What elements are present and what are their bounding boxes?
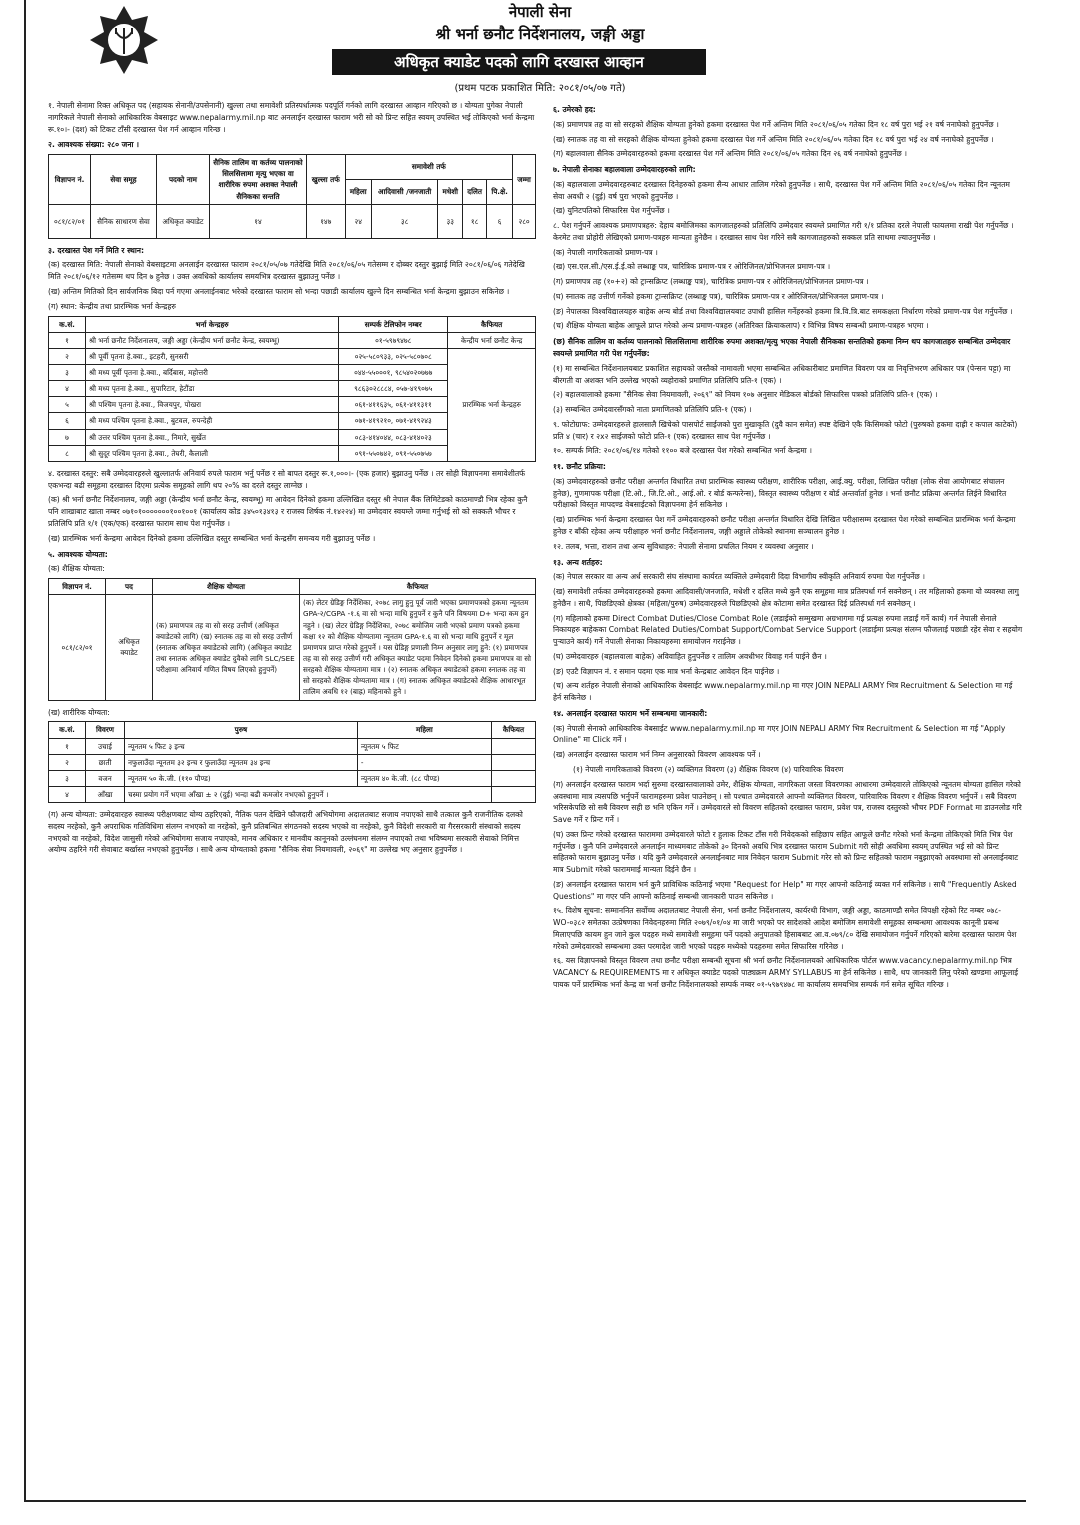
cell-male: नफुलाउँदा न्यूनतम ३२ इन्च र फुलाउँदा न्यूनतम ३४ इन्च xyxy=(125,754,358,770)
section-5c: (ग) अन्य योग्यता: उम्मेदवारहरु स्वास्थ्य परीक्षणबाट योग्य ठहरिएको, नैतिक पतन देखिने फौजदारी अभियोगमा अदालतबाट सजाय नपाएको साथै तत्काल कुनै राजनीतिक दलको सदस्य नरहेको, कुनै अपराधिक गतिविधिमा संलग्न नभएको वा नरहेको, कुनै प्रतिबन्धित संगठनको सदस्य भएको वा नरहेको, कुनै विदेशी सरकारी वा गैरसरकारी संस्थाको सदस्य नभएको वा नरहेको, विदेश जासुसी गरेको अभियोगमा सजाय नपाएको, मानव अधिकार र मानवीय कानूनको उल्लंघनमा संलग्न नपाएको तथा भविष्यमा सरकारी सेवाको निमित्त अयोग्य ठहरिने गरी सेवाबाट बर्खास्त नभएको हुनुपर्नेछ । साथै अन्य योग्यताको हकमा "सैनिक सेवा नियमावली, २०६९" मा उल्लेख भए अनुसार हुनुपर्नेछ । xyxy=(48,810,523,855)
table-row xyxy=(49,332,536,348)
cell-phone: ०८३-४१४०४४, ०८३-४१४०२३ xyxy=(339,429,448,445)
section-6: ६. उमेरको हद: xyxy=(553,105,596,114)
section-4a: (क) श्री भर्ना छनौट निर्देशनालय, जङ्गी अड्डा (केन्द्रीय भर्ना छनौट केन्द्र, स्वयम्भू) मा आवेदन दिनेको हकमा उल्लिखित दस्तुर श्री नेपाल बैंक लिमिटेडको काठमाण्डौ भित्र रहेका कुनै पनि शाखाबाट खाता नम्बर ०७१०१०००००००१००१००१ (कार्यालय कोड ३४५०१३४१३ र राजस्व शिर्षक नं.१४२२४) मा उम्मेदवार स्वयम्ले जम्मा गर्नुभई सो को सक्कलै भौचर र प्रतिलिपि प्रति १/१ (एक/एक) दरखास्त फाराम साथ पेश गर्नुपर्नेछ । xyxy=(48,495,528,528)
right-column xyxy=(553,100,1023,1495)
cell-women: २४ xyxy=(345,204,371,238)
cell-sn: २ xyxy=(49,754,86,770)
cell-center: श्री पूर्वी पृतना हे.क्वा., इटहरी, सुनसरी xyxy=(86,348,339,364)
th-remark: कैफियत xyxy=(491,722,535,738)
section-12: १२. तलब, भत्ता, राशन तथा अन्य सुविधाहरु: नेपाली सेनामा प्रचलित नियम र व्यवस्था अनुसार । xyxy=(553,541,814,551)
section-8ch: (च) शैक्षिक योग्यता बाहेक आफूले प्राप्त गरेको अन्य प्रमाण-पत्रहरु (अतिरिक्त क्रियाकलाप) र विभिन्न विषय सम्बन्धी प्रमाण-पत्रहरु भएमा । xyxy=(553,321,929,331)
th-inclusive: समावेशी तर्फ xyxy=(345,155,513,180)
th-pichhada: पि.क्षे. xyxy=(487,179,513,204)
cell-pichhada: ६ xyxy=(487,204,513,238)
section-8gh: (घ) स्नातक तह उत्तीर्ण गर्नेको हकमा ट्रान्सक्रिप्ट (लब्धाङ्क पत्र), चारित्रिक प्रमाण-पत्र र ओरिजिनल/प्रोभिजनल प्रमाण-पत्र । xyxy=(553,291,884,301)
table-row xyxy=(49,204,536,238)
army-title: नेपाली सेना xyxy=(508,3,572,21)
section-3c: (ग) स्थान: केन्द्रीय तथा प्रारम्भिक भर्ना केन्द्रहरु xyxy=(48,301,176,311)
physical-table xyxy=(48,721,536,803)
cell-male: चस्मा प्रयोग गर्ने भएमा आँखा ± २ (दुई) भन्दा बढी कमजोर नभएको हुनुपर्ने । xyxy=(125,787,492,803)
notice-banner: अधिकृत क्याडेट पदको लागि दरखास्त आव्हान xyxy=(332,49,706,75)
section-3a: (क) दरखास्त मिति: नेपाली सेनाको वेबसाइटमा अनलाईन दरखास्त फाराम २०८१/०५/०७ गतेदेखि मिति २०८१/०६/०५ गतेसम्म र दोब्बर दस्तुर बुझाई मिति २०८१/०६/०६ गतेदेखि मिति २०८१/०६/१२ गतेसम्म थप दिन ७ हुनेछ । उक्त अवधिको कार्यालय समयभित्र दरखास्त बुझाउनु पर्नेछ । xyxy=(48,260,525,282)
cell-sn: ८ xyxy=(49,445,86,461)
th-phone: सम्पर्क टेलिफोन नम्बर xyxy=(339,316,448,332)
section-3b: (ख) अन्तिम मितिको दिन सार्वजनिक बिदा पर्न गएमा अनलाईनबाट भरेको दरखास्त फाराम सो भन्दा पछाडी कार्यालय खुल्ने दिन सम्बन्धित भर्ना केन्द्रमा बुझाउन सकिनेछ । xyxy=(48,286,510,296)
cell-phone: ०१-५९७९४७८ xyxy=(339,332,448,348)
th-remark: कैफियत xyxy=(300,579,536,595)
cell-center: श्री मध्य पृतना हे.क्वा., सुपारिटार, हेटौंडा xyxy=(86,381,339,397)
cell-female: - xyxy=(357,754,491,770)
cell-sn: ३ xyxy=(49,364,86,380)
cell-center: श्री उत्तर पश्चिम पृतना हे.क्वा., निमारे, सुर्खेत xyxy=(86,429,339,445)
cell-male: न्यूनतम ५० के.जी. (११० पौण्ड) xyxy=(125,770,358,786)
cell-sn: ५ xyxy=(49,397,86,413)
section-1: १. नेपाली सेनामा रिक्त अधिकृत पद (सहायक सेनानी/उपसेनानी) खुल्ला तथा समावेशी प्रतिस्पर्धात्मक पदपूर्ति गर्नको लागि दरखास्त आव्हान गरिएको छ । योग्यता पुगेका नेपाली नागरिकले नेपाली सेनाको आधिकारिक वेबसाइट www.nepalarmy.mil.np बाट अनलाईन दरखास्त फाराम भरी सो को प्रिन्ट सहित स्वयम् उपस्थित भई तोकिएको भर्ना केन्द्रमा रू.१०।- (दश) को टिकट टाँसी दरखास्त पेश गर्न आव्हान गरिन्छ । xyxy=(48,101,535,134)
section-11: ११. छनौट प्रक्रिया: xyxy=(553,462,606,472)
cell-post: अधिकृत क्याडेट xyxy=(106,595,153,700)
table-row xyxy=(49,770,536,786)
cell-center: श्री सुदूर पश्चिम पृतना हे.क्वा., तेघरी, कैलाली xyxy=(86,445,339,461)
cell-desc: आँखा xyxy=(86,787,125,803)
cell-center: श्री मध्य पूर्वी पृतना हे.क्वा., बर्दिबास, महोत्तरी xyxy=(86,364,339,380)
th-total: जम्मा xyxy=(513,155,536,205)
section-13c: (ग) महिलाको हकमा Direct Combat Duties/Close Combat Role (लडाईको सम्मुखमा अग्रभागमा गई प्रत्यक्ष रुपमा लडाईं गर्ने कार्य) गर्न नेपाली सेनाले निकायहरु बाहेकका Combat Related Duties/Combat Support/Combat Service Support (लडाईमा प्रत्यक्ष संलग्न फौजलाई पछाडी रहेर सेवा र सहयोग पुऱ्याउने कार्य) गर्ने नेपाली सेनाका निकायहरुमा समायोजन गराईनेछ । xyxy=(553,613,1023,647)
th-dalit: दलित xyxy=(463,179,487,204)
directorate-title: श्री भर्ना छनौट निर्देशनालय, जङ्गी अड्डा xyxy=(435,25,645,43)
cell-total: २८० xyxy=(513,204,536,238)
centers-table xyxy=(48,316,536,462)
cell-remark xyxy=(491,770,535,786)
cell-sn: ४ xyxy=(49,787,86,803)
cell-vig: ०८१/८२/०१ xyxy=(49,595,106,700)
th-sn: क.सं. xyxy=(49,316,86,332)
th-post: पद xyxy=(106,579,153,595)
th-women: महिला xyxy=(345,179,371,204)
cell-sn: २ xyxy=(49,348,86,364)
table-row xyxy=(49,787,536,803)
section-11b: (ख) प्रारम्भिक भर्ना केन्द्रमा दरखास्त पेश गर्ने उम्मेदवारहरुको छनौट परीक्षा अन्तर्गत विधारित देखि लिखित परीक्षासम्म दरखास्त पेश गरेको सम्बन्धित प्रारम्भिक भर्ना केन्द्रमा हुनेछ र बाँकी रहेका अन्य परीक्षाहरु भर्ना छनौट निर्देशनालय, जङ्गी अड्डाले तोकेको स्थानमा सञ्चालन हुनेछ । xyxy=(553,515,1016,536)
section-8g: (ग) प्रमाणपत्र तह (१०+२) को ट्रान्सक्रिप्ट (लब्धाङ्क पत्र), चारित्रिक प्रमाण-पत्र र ओरिजिनल/प्रोभिजनल प्रमाण-पत्र । xyxy=(553,277,869,287)
cell-phone: ०७१-४१९२१०, ०७१-४१९२४३ xyxy=(339,413,448,429)
cell-center: श्री भर्ना छनौट निर्देशनालय, जङ्गी अड्डा (केन्द्रीय भर्ना छनौट केन्द्र, स्वयम्भू) xyxy=(86,332,339,348)
th-male: पुरुष xyxy=(125,722,358,738)
th-martyr: सैनिक तालिम वा कर्तव्य पालनाको सिलसिलामा मृत्यु भएका वा शारीरिक रुपमा अशक्त नेपाली सैनिकका सन्तति xyxy=(209,155,306,205)
cell-remark xyxy=(491,787,535,803)
th-qual: शैक्षिक योग्यता xyxy=(153,579,300,595)
section-11a: (क) उम्मेदवारहरुको छनौट परीक्षा अन्तर्गत विधारित तथा प्रारम्भिक स्वास्थ्य परीक्षण, शारीरिक परीक्षा, आई.क्यु. परीक्षा, लिखित परीक्षा (लोक सेवा आयोगबाट संचालन हुनेछ), गुणमापक परीक्षा (टि.ओ., जि.टि.ओ., आई.ओ. र बोर्ड कन्फरेन्स), विस्तृत स्वास्थ्य परीक्षण र बोर्ड अन्तर्वार्ता हुनेछ । भर्ना छनौट प्रक्रिया अन्तर्गत लिईने विधारित परीक्षाको विस्तृत मापदण्ड वेबसाईटको विज्ञापनमा हेर्न सकिनेछ । xyxy=(553,476,1007,510)
section-6b: (ख) स्नातक तह वा सो सरहको शैक्षिक योग्यता हुनेको हकमा दरखास्त पेश गर्ने अन्तिम मिति २०८१/०६/०५ गतेका दिन १८ वर्ष पुरा भई २४ वर्ष ननाघेको हुनुपर्नेछ । xyxy=(553,134,994,144)
header xyxy=(0,0,1080,100)
table-row xyxy=(49,738,536,754)
section-9: ९. फोटोग्राफ: उम्मेदवारहरुले हालसालै खिचेको पासपोर्ट साईजको पुरा मुखाकृति (दुवै कान समेत) स्पष्ट देखिने एकै किसिमको फोटो (पुरुषको हकमा दाह्री र कपाल काटेको) प्रति ४ (चार) र २x२ साईजको फोटो प्रति-१ (एक) दरखास्त साथ पेश गर्नुपर्नेछ । xyxy=(553,419,1018,441)
cell-open: १४७ xyxy=(306,204,345,238)
th-female: महिला xyxy=(357,722,491,738)
cell-sn: ३ xyxy=(49,770,86,786)
th-madhesi: मधेशी xyxy=(438,179,463,204)
th-open: खुल्ला तर्फ xyxy=(306,155,345,205)
cell-center: श्री मध्य पश्चिम पृतना हे.क्वा., बुटवल, रुपन्देही xyxy=(86,413,339,429)
th-group: सेवा समूह xyxy=(91,155,157,205)
section-5: ५. आवश्यक योग्यता: xyxy=(48,549,108,559)
cell-remark: प्रारम्भिक भर्ना केन्द्रहरु xyxy=(448,348,536,461)
cell-janajati: ३८ xyxy=(371,204,438,238)
th-sn: क.सं. xyxy=(49,722,86,738)
section-14a: (क) नेपाली सेनाको आधिकारिक वेबसाईट www.nepalarmy.mil.np मा गएर JOIN NEPALI ARMY भित्र Recruitment & Selection मा गई "Apply Online" मा Click गर्ने । xyxy=(553,723,1006,745)
section-13a: (क) नेपाल सरकार वा अन्य अर्ध सरकारी संघ संस्थामा कार्यरत व्यक्तिले उम्मेदवारी दिदा विभागीय स्वीकृति अनिवार्य रुपमा पेश गर्नुपर्नेछ । xyxy=(553,572,925,582)
th-remark: कैफियत xyxy=(448,316,536,332)
section-13b: (ख) समावेशी तर्फका उम्मेदवारहरुको हकमा आदिवासी/जनजाति, मधेशी र दलित मध्ये कुनै एक समूहमा मात्र प्रतिस्पर्धा गर्न सक्नेछन् । तर महिलाको हकमा यो व्यवस्था लागु हुनेछैन । साथै, पिछडिएको क्षेत्रका (महिला/पुरुष) उम्मेदवारहरुले पिछडिएको क्षेत्र कोटामा समेत दरखास्त दिई प्रतिस्पर्धा गर्न सक्नेछन् । xyxy=(553,587,1019,608)
section-8ng: (ङ) नेपालका विश्वविद्यालयहरु बाहेक अन्य बोर्ड तथा विश्वविद्यालयबाट उपाधी हासिल गर्नेहरुको हकमा त्रि.वि.त्रि.बाट समकक्षता निर्धारण गरेको प्रमाण-पत्र पेश गर्नुपर्नेछ । xyxy=(553,306,1013,316)
section-8kh: (ख) एस.एल.सी./एस.ई.ई.को लब्धाङ्क पत्र, चारित्रिक प्रमाण-पत्र र ओरिजिनल/प्रोभिजनल प्रमाण-पत्र । xyxy=(553,262,831,272)
cell-phone: ०९१-५५०७४२, ०९१-५५०७५७ xyxy=(339,445,448,461)
section-8c2: (२) बहालवालाको हकमा "सैनिक सेवा नियमावली, २०६९" को नियम १०७ अनुसार मेडिकल बोर्डको सिफारिस पत्रको प्रतिलिपि प्रति-१ (एक) । xyxy=(553,390,938,400)
cell-martyr: १४ xyxy=(209,204,306,238)
cell-sn: ४ xyxy=(49,381,86,397)
cell-group: सैनिक साधारण सेवा xyxy=(91,204,157,238)
cell-dalit: १८ xyxy=(463,204,487,238)
cell-post: अधिकृत क्याडेट xyxy=(156,204,209,238)
th-center: भर्ना केन्द्रहरु xyxy=(86,316,339,332)
section-8: ८. पेश गर्नुपर्ने आवश्यक प्रमाणपत्रहरु: देहाय बमोजिमका कागजातहरुको प्रतिलिपि उम्मेदवार स्वयम्ले प्रमाणित गरी १/१ प्रतिका दरले नेपाली फायलमा राखी पेश गर्नुपर्नेछ । केरमेट तथा प्रोहोरी लेखिएको प्रमाण-पत्रहरु मान्यता हुनेछैन । दरखास्त साथ पेश गरिने सबै कागजातहरुको सक्कल प्रति साथमा ल्याउनुपर्नेछ । xyxy=(553,221,1014,242)
section-6a: (क) प्रमाणपत्र तह वा सो सरहको शैक्षिक योग्यता हुनेको हकमा दरखास्त पेश गर्ने अन्तिम मिति २०८१/०६/०५ गतेका दिन १८ वर्ष पुरा भई २१ वर्ष ननाघेको हुनुपर्नेछ । xyxy=(553,119,999,129)
cell-sn: १ xyxy=(49,738,86,754)
cell-phone: ०२५-५८०९३३, ०२५-५८०७०८ xyxy=(339,348,448,364)
cell-remark xyxy=(491,738,535,754)
section-5a: (क) शैक्षिक योग्यता: xyxy=(48,564,105,574)
cell-remark xyxy=(491,754,535,770)
section-6c: (ग) बहालवाला सैनिक उम्मेदवारहरुको हकमा दरखास्त पेश गर्ने अन्तिम मिति २०८१/०६/०५ गतेका दिन २६ वर्ष ननाघेको हुनुपर्नेछ । xyxy=(553,149,908,159)
cell-female: न्यूनतम ४० के.जी. (८८ पौण्ड) xyxy=(357,770,491,786)
section-8c3: (३) सम्बन्धित उम्मेदवारसँगको नाता प्रमाणितको प्रतिलिपि प्रति-१ (एक) । xyxy=(553,405,752,415)
section-2: २. आवश्यक संख्या: २८० जना । xyxy=(48,140,140,150)
cell-female: न्यूनतम ५ फिट xyxy=(357,738,491,754)
section-10: १०. सम्पर्क मिति: २०८१/०६/१४ गतेको ११०० बजे दरखास्त पेश गरेको सम्बन्धित भर्ना केन्द्रमा । xyxy=(553,446,813,456)
cell-desc: उचाई xyxy=(86,738,125,754)
qualification-table xyxy=(48,578,536,701)
cell-sn: ७ xyxy=(49,429,86,445)
th-vig: विज्ञापन नं. xyxy=(49,579,106,595)
cell-phone: ९८६३०२८८८४, ०५७-४१९०७५ xyxy=(339,381,448,397)
cell-madhesi: ३३ xyxy=(438,204,463,238)
cell-desc: वजन xyxy=(86,770,125,786)
section-13e: (ङ) एउटै विज्ञापन नं. र समान पदमा एक मात्र भर्ना केन्द्रबाट आवेदन दिन पाईनेछ । xyxy=(553,666,780,676)
left-column xyxy=(48,100,536,1495)
section-14b-list: (१) नेपाली नागरिकताको विवरण (२) व्यक्तिगत विवरण (३) शैक्षिक विवरण (४) पारिवारिक विवरण xyxy=(573,764,844,774)
cell-phone: ०६१-४११६३५, ०६१-४११३११ xyxy=(339,397,448,413)
section-5b: (ख) शारीरिक योग्यता: xyxy=(48,707,110,717)
section-14: १४. अनलाईन दरखास्त फाराम भर्ने सम्बन्धमा जानकारी: xyxy=(553,708,708,718)
cell-sn: ६ xyxy=(49,413,86,429)
section-13f: (च) अन्य शर्तहरु नेपाली सेनाको आधिकारिक वेबसाईट www.nepalarmy.mil.np मा गएर JOIN NEPALI ARMY भित्र Recruitment & Selection मा गई हेर्न सकिनेछ । xyxy=(553,681,1013,703)
section-14c: (ग) अनलाईन दरखास्त फाराम भर्दा सुरुमा दरखास्तवालाको उमेर, शैक्षिक योग्यता, नागरिकता जस्ता विवरणका आधारमा उम्मेदवारले तोकिएको न्यूनतम योग्यता हासिल गरेको अवस्थामा मात्र त्यसपछि भर्नुपर्ने फारामहरुमा प्रवेश पाउनेछन् । सो पश्चात उम्मेदवारले आफ्नो व्यक्तिगत विवरण, पारिवारिक विवरण र शैक्षिक विवरण भर्नुपर्ने । सबै विवरण भरिसकेपछि सो सबै विवरण सही छ भनि एकिन गर्ने । उम्मेदवारले सो विवरण सहितको दरखास्त फाराम, प्रवेश पत्र, राजस्व दस्तुरको भौचर PDF Format मा डाउनलोड गरि Save गर्ने र प्रिन्ट गर्ने । xyxy=(553,779,1022,825)
th-janajati: आदिवासी /जनजाती xyxy=(371,179,438,204)
section-7b: (ख) युनिटपतिको सिफारिस पेश गर्नुपर्नेछ । xyxy=(553,206,670,216)
vacancy-table xyxy=(48,154,536,239)
section-16: १६. यस विज्ञापनको विस्तृत विवरण तथा छनौट परीक्षा सम्बन्धी सूचना श्री भर्ना छनौट निर्देशनालयको आधिकारिक पोर्टल www.vacancy.nepalarmy.mil.np भित्र VACANCY & REQUIREMENTS मा र अधिकृत क्याडेट पदको पाठ्यक्रम ARMY SYLLABUS मा हेर्न सकिनेछ । साथै, थप जानकारी लिनु परेको खण्डमा आफूलाई पायक पर्ने प्रारम्भिक भर्ना केन्द्र वा भर्ना छनौट निर्देशनालयको सम्पर्क नम्बर ०१-५९७९४७८ मा कार्यालय समयभित्र सम्पर्क गर्न समेत सूचित गरिन्छ । xyxy=(553,956,1018,989)
th-desc: विवरण xyxy=(86,722,125,738)
table-row xyxy=(49,595,536,700)
cell-desc: छाती xyxy=(86,754,125,770)
cell-vig: ०८१/८२/०१ xyxy=(49,204,91,238)
cell-remark: केन्द्रीय भर्ना छनौट केन्द्र xyxy=(448,332,536,348)
section-4: ४. दरखास्त दस्तुर: सबै उम्मेदवारहरुले खुल्लातर्फ अनिवार्य रुपले फाराम भर्नु पर्नेछ र सो बापत दस्तुर रू.१,०००।- (एक हजार) बुझाउनु पर्नेछ । तर सोही विज्ञापनमा समावेशीतर्फ एकभन्दा बढी समूहमा दरखास्त दिएमा प्रत्येक समूहको लागि थप २०% का दरले दस्तुर लाग्नेछ । xyxy=(48,468,526,490)
table-row xyxy=(49,754,536,770)
section-8c1: (१) मा सम्बन्धित निर्देशनालयबाट प्रकाशित सहायको जस्तैको नामावली भएमा सम्बन्धित अधिकारीबाट प्रमाणित विवरण पत्र वा निवृत्तिभरण अधिकार पत्र (पेन्सन पट्टा) मा बीरगती वा अशक्त भनि उल्लेख भएको व्यहोराको प्रमाणित प्रतिलिपि प्रति-१ (एक) । xyxy=(553,363,1011,385)
cell-male: न्यूनतम ५ फिट ३ इन्च xyxy=(125,738,358,754)
publication-date: (प्रथम पटक प्रकाशित मिति: २०८१/०५/०७ गते) xyxy=(454,83,626,94)
cell-phone: ०४४-५५०००१, ९८५४०२०७७७ xyxy=(339,364,448,380)
th-vig: विज्ञापन नं. xyxy=(49,155,91,205)
section-7: ७. नेपाली सेनाका बहालवाला उम्मेदवारहरुको लागि: xyxy=(553,165,696,175)
cell-remark: (क) लेटर ग्रेडिङ्ग निर्देशिका, २०७८ लागु हुनु पूर्व जारी भएका प्रमाणपत्रको हकमा न्यूनतम GPA-२/CGPA -१.६ वा सो भन्दा माथि हुनुपर्ने र कुनै पनि विषयमा D+ भन्दा कम हुन नहुने । (ख) लेटर ग्रेडिङ्ग निर्देशिका, २०७८ बमोजिम जारी भएको प्रमाण पत्रको हकमा कक्षा १२ को शैक्षिक योग्यतामा न्यूनतम GPA-१.६ वा सो भन्दा माथि हुनुपर्ने र मूल प्रमाणपत्र प्राप्त गरेको हुनुपर्ने । यस ग्रेडिङ्ग प्रणाली निम्न अनुसार लागु हुने: (१) प्रमाणपत्र तह वा सो सरह उत्तीर्ण गरी अधिकृत क्याडेट पदमा निवेदन दिनेको हकमा प्रमाणपत्र वा सो सरहको शैक्षिक योग्यतामा मात्र । (२) स्नातक अधिकृत क्याडेटको हकमा स्नातक तह वा सो सरहको शैक्षिक योग्यतामा मात्र । (ग) स्नातक अधिकृत क्याडेटको शैक्षिक आधारभूत तालिम अवधि १२ (बाह्र) महिनाको हुने । xyxy=(300,595,536,700)
section-13d: (घ) उम्मेदवारहरु (बहालवाला बाहेक) अविवाहित हुनुपर्नेछ र तालिम अवधीभर विवाह गर्न पाईने छैन । xyxy=(553,651,827,661)
table-row xyxy=(49,348,536,364)
section-4b: (ख) प्रारम्भिक भर्ना केन्द्रमा आवेदन दिनेको हकमा उल्लिखित दस्तुर सम्बन्धित भर्ना केन्द्रसँग समन्वय गरी बुझाउनु पर्नेछ । xyxy=(48,533,376,543)
section-14b: (ख) अनलाईन दरखास्त फाराम भर्न निम्न अनुसारको विवरण आवश्यक पर्ने । xyxy=(553,750,761,760)
section-7a: (क) बहालवाला उम्मेदवारहरुबाट दरखास्त दिनेहरुको हकमा सैन्य आधार तालिम गरेको हुनुपर्नेछ । साथै, दरखास्त पेश गर्ने अन्तिम मिति २०८१/०६/०५ गतेका दिन न्यूनतम सेवा अवधी २ (दुई) वर्ष पुरा भएको हुनुपर्नेछ । xyxy=(553,179,1010,201)
section-15: १५. विशेष सूचना: सम्माननित सर्वोच्च अदालतबाट नेपाली सेना, भर्ना छनौट निर्देशनालय, कार्यरथी विभाग, जङ्गी अड्डा, काठमाण्डौ समेत विपक्षी रहेको रिट नम्बर ०७८-WO-०३८२ समेतका उत्प्रेषणका निवेदनहरुमा मिति २०७९/०१/०४ मा जारी भएको पर सादेशको आदेश बमोजिम समावेशी समूहका सम्बन्धमा आवश्यक कानूनी प्रबन्ध मिलाएपछि कायम हुन जाने कुल पदहरु मध्ये समावेशी समूहमा पर्ने पदको अनुपातको हिसाबबाट आ.व.०७९/८० देखि समायोजन गर्नुपर्ने गरिएको बारेमा दरखास्त फाराम पेश गरेको उम्मेदवारको सम्बन्धमा उक्त परमादेश जारी भएको पदहरु मध्येको पदहरुमा समेत सिफारिस गरिनेछ । xyxy=(553,906,1017,951)
cell-center: श्री पश्चिम पृतना हे.क्वा., विजयपुर, पोखरा xyxy=(86,397,339,413)
section-14e: (ङ) अनलाईन दरखास्त फाराम भर्न कुनै प्राविधिक कठिनाई भएमा "Request for Help" मा गएर आफ्नो कठिनाई व्यक्त गर्न सकिनेछ । साथै "Frequently Asked Questions" मा गएर पनि आफ्नो कठिनाई सम्बन्धी जानकारी पाउन सकिनेछ । xyxy=(553,879,1017,901)
th-post: पदको नाम xyxy=(156,155,209,205)
section-13: १३. अन्य शर्तहरु: xyxy=(553,557,603,567)
cell-sn: १ xyxy=(49,332,86,348)
section-8k: (क) नेपाली नागरिकताको प्रमाण-पत्र । xyxy=(553,247,658,257)
cell-qual: (क) प्रमाणपत्र तह वा सो सरह उत्तीर्ण (अधिकृत क्याडेटको लागि) (ख) स्नातक तह वा सो सरह उत्तीर्ण (स्नातक अधिकृत क्याडेटको लागि) (अधिकृत क्याडेट तथा स्नातक अधिकृत क्याडेट दुवैको लागि SLC/SEE परीक्षामा अनिवार्य गणित विषय लिएको हुनुपर्ने) xyxy=(153,595,300,700)
section-3: ३. दरखास्त पेश गर्ने मिति र स्थान: xyxy=(48,245,145,255)
section-14d: (घ) उक्त प्रिन्ट गरेको दरखास्त फाराममा उम्मेदवारले फोटो र हुलाक टिकट टाँस गरी निवेदकको सहिछाप सहित आफूले छनौट गरेको भर्ना केन्द्रमा तोकिएको मिति भित्र पेश गर्नुपर्नेछ । कुनै पनि उम्मेदवारले अनलाईन माध्यमबाट तोकेको ३० दिनको अवधि भित्र दरखास्त फाराम Submit गरी सोही अवधिमा स्वयम् उपस्थित भई सो को प्रिन्ट सहितको फाराम बुझाउनु पर्नेछ । यदि कुनै उम्मेदवारले अनलाईनबाट मात्र निवेदन फाराम Submit गरेर सो को प्रिन्ट सहितको फाराम नबुझाएको अवस्थामा सो अनलाईनबाट मात्र Submit गरेको फाराममाई मान्यता दिईने छैन । xyxy=(553,829,1019,875)
section-8chh: (छ) सैनिक तालिम वा कर्तव्य पालनाको सिलसिलामा शारीरिक रुपमा अशक्त/मृत्यु भएका नेपाली सैनिकका सन्ततिको हकमा निम्न थप कागजातहरु सम्बन्धित उम्मेदवार स्वयम्ले प्रमाणित गरी पेश गर्नुपर्नेछ: xyxy=(553,337,1011,359)
